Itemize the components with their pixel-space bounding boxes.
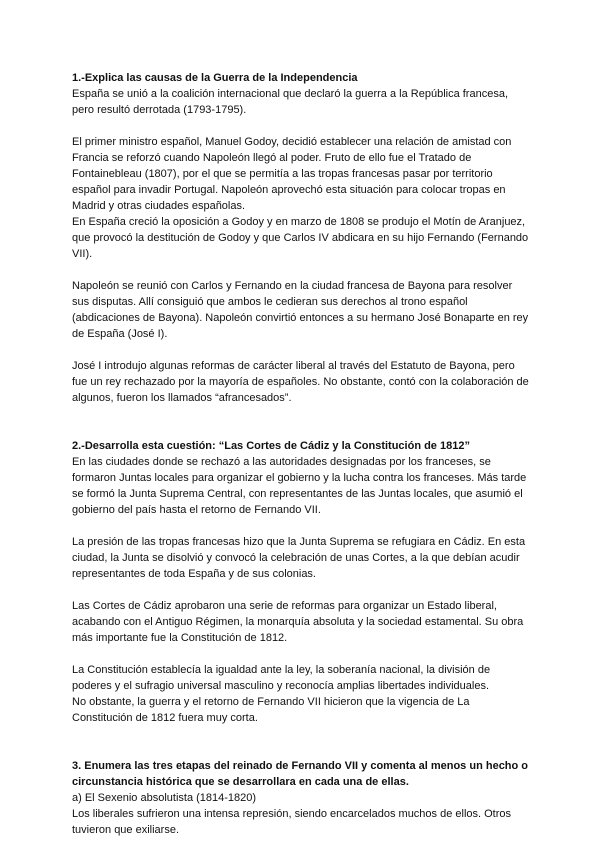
section-1-paragraph-2: El primer ministro español, Manuel Godoy, decidió establecer una relación de amistad con Francia se reforzó cuando Napoleón llegó al poder. Fruto de ello fue el Tratado de Fontainebleau (1807), por el que se permitía a las tropas francesas pasar por territorio español para invadir Portugal. Napoleón aprovechó esta situación para colocar tropas en Madrid y otras ciudades españolas. bbox=[72, 136, 512, 212]
section-1-paragraph-1: España se unió a la coalición internacional que declaró la guerra a la República francesa, pero resultó derrotada (1793-1795). bbox=[72, 88, 508, 116]
section-1-paragraph-5: José I introdujo algunas reformas de carácter liberal al través del Estatuto de Bayona, pero fue un rey rechazado por la mayoría de españoles. No obstante, contó con la colaboración de algunos, fueron los llamados “afrancesados”. bbox=[72, 360, 529, 404]
document-page bbox=[72, 70, 532, 838]
section-2-paragraph-5: No obstante, la guerra y el retorno de Fernando VII hicieron que la vigencia de La Constitución de 1812 fuera muy corta. bbox=[72, 696, 470, 724]
section-1-heading: 1.-Explica las causas de la Guerra de la Independencia bbox=[72, 72, 358, 84]
section-1-paragraph-3: En España creció la oposición a Godoy y en marzo de 1808 se produjo el Motín de Aranjuez, que provocó la destitución de Godoy y que Carlos IV abdicara en su hijo Fernando (Fernando VII). bbox=[72, 216, 529, 260]
section-2-paragraph-2: La presión de las tropas francesas hizo que la Junta Suprema se refugiara en Cádiz. En esta ciudad, la Junta se disolvió y convocó la celebración de unas Cortes, a la que debían acudir representantes de toda España y de sus colonias. bbox=[72, 536, 526, 580]
section-3-paragraph-1: Los liberales sufrieron una intensa represión, siendo encarcelados muchos de ellos. Otros tuvieron que exiliarse. bbox=[72, 808, 512, 836]
section-2-paragraph-3: Las Cortes de Cádiz aprobaron una serie de reformas para organizar un Estado liberal, acabando con el Antiguo Régimen, la monarquía absoluta y la sociedad estamental. Su obra más importante fue la Constitución de 1812. bbox=[72, 600, 524, 644]
section-1-paragraph-4: Napoleón se reunió con Carlos y Fernando en la ciudad francesa de Bayona para resolver sus disputas. Allí consiguió que ambos le cedieran sus derechos al trono español (abdicaciones de Bayona). Napoleón convirtió entonces a su hermano José Bonaparte en rey de España (José I). bbox=[72, 280, 529, 340]
section-2-heading: 2.-Desarrolla esta cuestión: “Las Cortes de Cádiz y la Constitución de 1812” bbox=[72, 440, 470, 452]
section-3-subheading: a) El Sexenio absolutista (1814-1820) bbox=[72, 792, 257, 804]
section-2-paragraph-1: En las ciudades donde se rechazó a las autoridades designadas por los franceses, se formaron Juntas locales para organizar el gobierno y la lucha contra los franceses. Más tarde se formó la Junta Suprema Central, con representantes de las Juntas locales, que asumió el gobierno del país hasta el retorno de Fernando VII. bbox=[72, 456, 527, 516]
section-3-heading: 3. Enumera las tres etapas del reinado de Fernando VII y comenta al menos un hecho o circunstancia histórica que se desarrollara en cada una de ellas. bbox=[72, 760, 529, 788]
section-2-paragraph-4: La Constitución establecía la igualdad ante la ley, la soberanía nacional, la división de poderes y el sufragio universal masculino y reconocía amplias libertades individuales. bbox=[72, 664, 491, 692]
